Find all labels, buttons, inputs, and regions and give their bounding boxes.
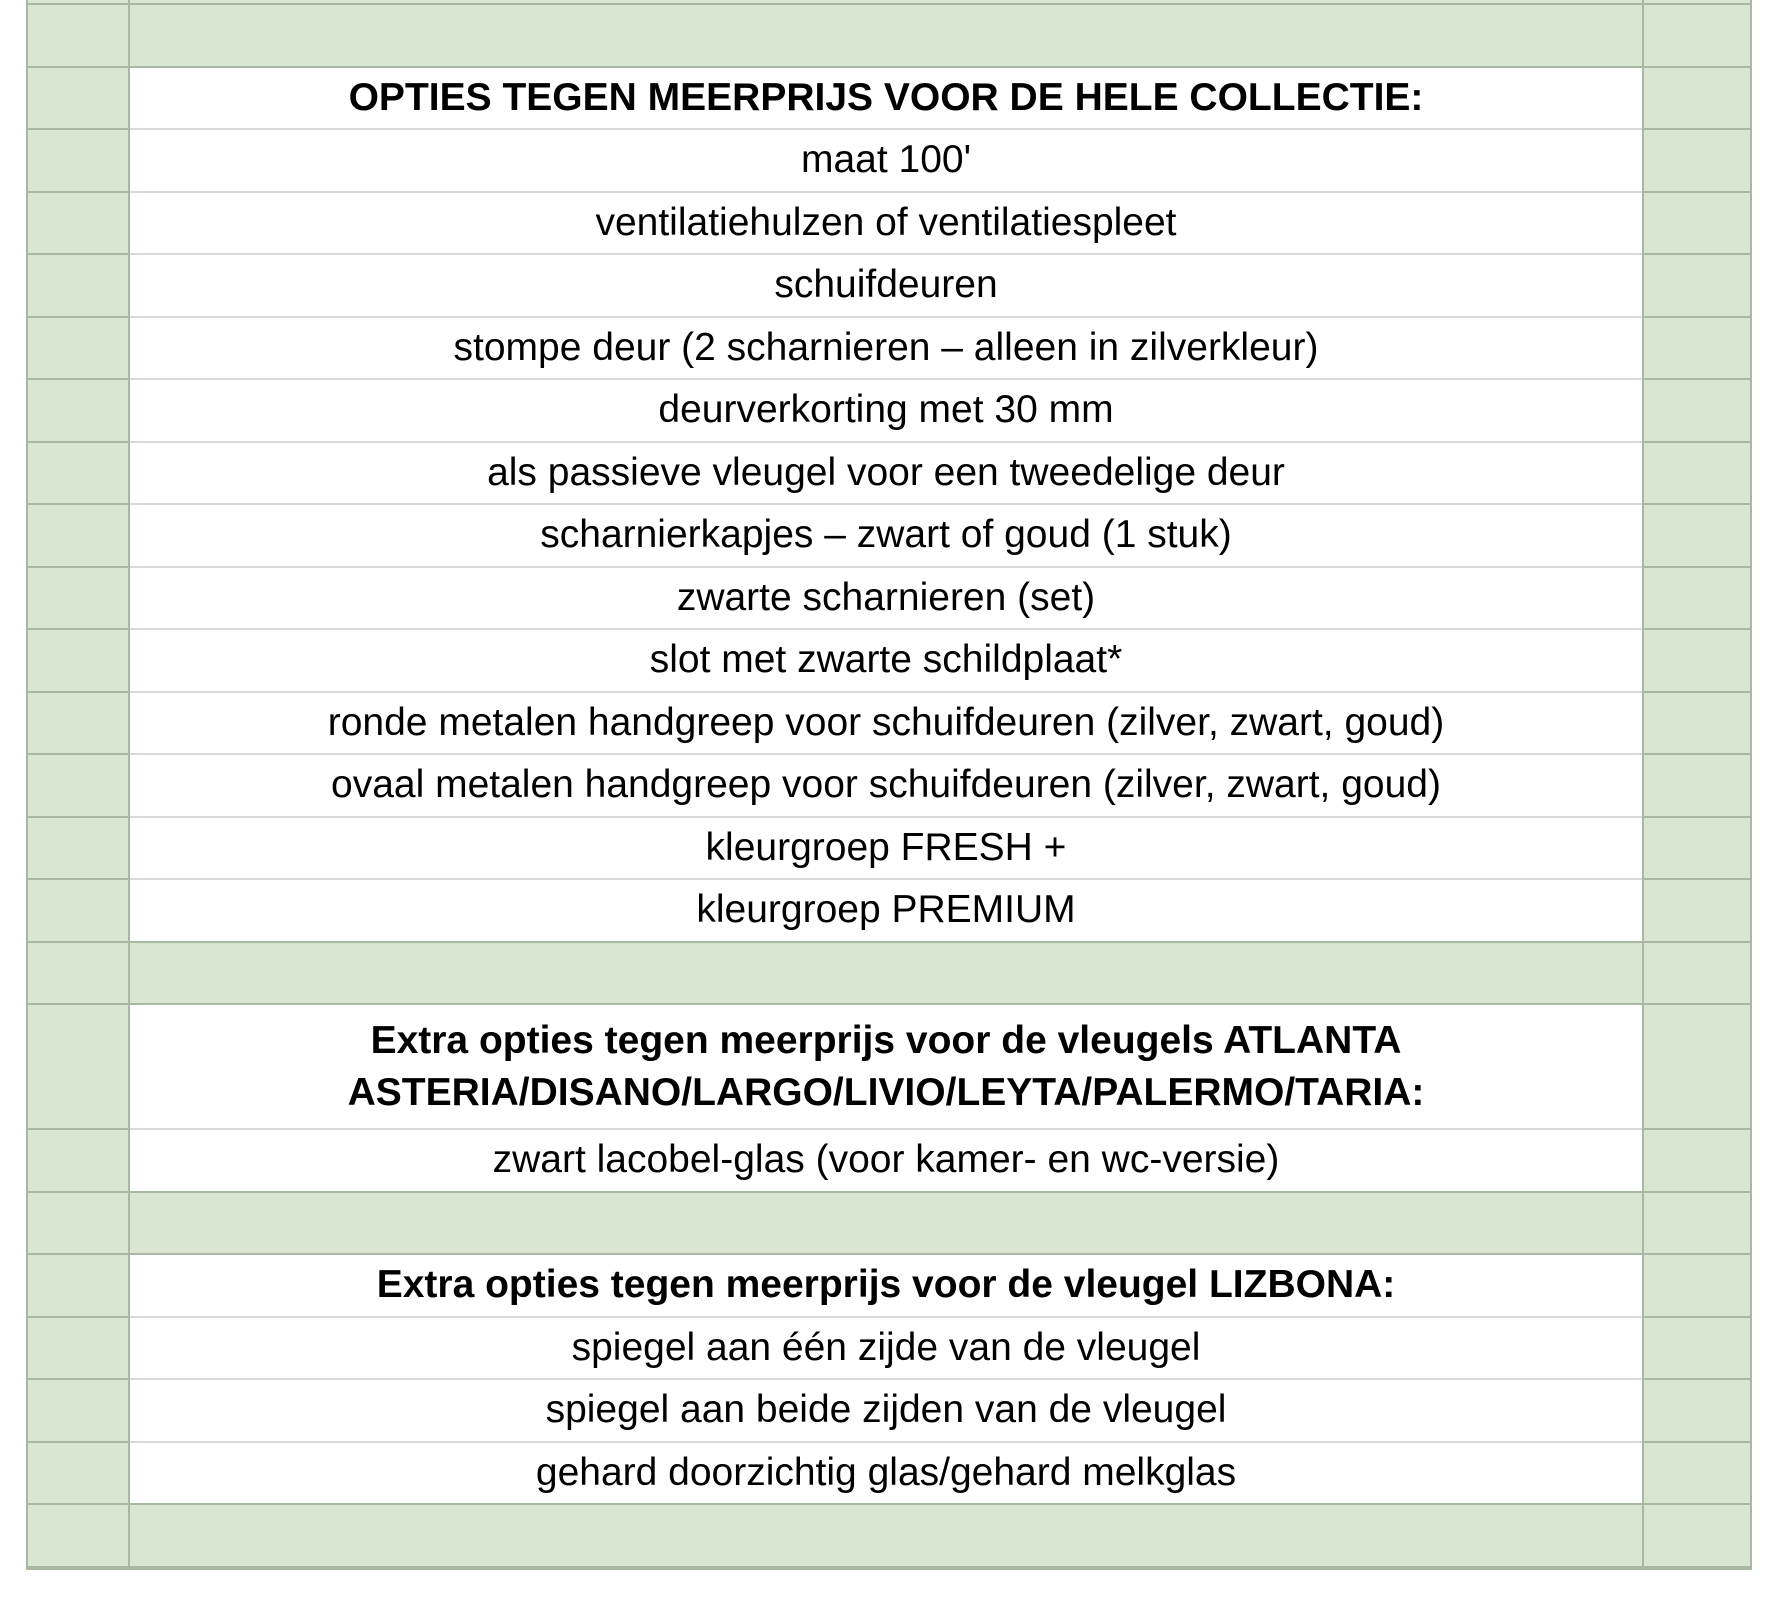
option-cell — [130, 130, 1642, 193]
option-cell — [130, 755, 1642, 818]
right-column-cell — [1642, 1193, 1752, 1256]
option-cell — [130, 1318, 1642, 1381]
left-column-cell — [28, 443, 130, 506]
table-row — [28, 1505, 1752, 1568]
right-column-cell — [1642, 1130, 1752, 1193]
left-column-cell — [28, 5, 130, 68]
option-cell — [130, 255, 1642, 318]
table-row — [28, 5, 1752, 68]
left-column-cell — [28, 1255, 130, 1318]
right-column-cell — [1642, 193, 1752, 256]
table-row — [28, 818, 1752, 881]
right-column-cell — [1642, 693, 1752, 756]
option-text: ventilatiehulzen of ventilatiespleet — [595, 200, 1177, 244]
table-row — [28, 1193, 1752, 1256]
right-column-cell — [1642, 755, 1752, 818]
right-column-cell — [1642, 568, 1752, 631]
table-row — [28, 755, 1752, 818]
table-row — [28, 1380, 1752, 1443]
section-header-text: OPTIES TEGEN MEERPRIJS VOOR DE HELE COLLECTIE: — [348, 75, 1424, 119]
left-column-cell — [28, 755, 130, 818]
left-column-cell — [28, 1505, 130, 1568]
table-row — [28, 443, 1752, 506]
option-cell — [130, 443, 1642, 506]
left-column-cell — [28, 130, 130, 193]
option-cell — [130, 1380, 1642, 1443]
table-row — [28, 568, 1752, 631]
table-row — [28, 130, 1752, 193]
right-column-cell — [1642, 1318, 1752, 1381]
left-column-cell — [28, 380, 130, 443]
spacer-cell — [130, 1193, 1642, 1256]
option-text: kleurgroep PREMIUM — [696, 888, 1076, 932]
right-column-cell — [1642, 68, 1752, 131]
table-row — [28, 693, 1752, 756]
right-column-cell — [1642, 818, 1752, 881]
option-text: ovaal metalen handgreep voor schuifdeuren (zilver, zwart, goud) — [331, 763, 1441, 807]
option-text: schuifdeuren — [774, 263, 998, 307]
option-cell — [130, 1005, 1642, 1130]
option-cell — [130, 880, 1642, 943]
left-column-cell — [28, 505, 130, 568]
right-column-cell — [1642, 505, 1752, 568]
left-column-cell — [28, 568, 130, 631]
table-row — [28, 943, 1752, 1006]
option-cell — [130, 693, 1642, 756]
option-cell — [130, 568, 1642, 631]
spacer-cell — [130, 5, 1642, 68]
spacer-cell — [130, 1505, 1642, 1568]
section-header-text: Extra opties tegen meerprijs voor de vleugel LIZBONA: — [376, 1263, 1396, 1307]
option-text: zwarte scharnieren (set) — [676, 575, 1096, 619]
left-column-cell — [28, 68, 130, 131]
option-text: scharnierkapjes – zwart of goud (1 stuk) — [540, 513, 1232, 557]
table-row — [28, 255, 1752, 318]
table-row — [28, 505, 1752, 568]
right-column-cell — [1642, 443, 1752, 506]
right-column-cell — [1642, 318, 1752, 381]
option-text: spiegel aan beide zijden van de vleugel — [545, 1388, 1227, 1432]
table-row — [28, 1005, 1752, 1130]
right-column-cell — [1642, 1505, 1752, 1568]
table-body — [28, 5, 1752, 1568]
option-cell — [130, 818, 1642, 881]
left-column-cell — [28, 880, 130, 943]
left-column-cell — [28, 1443, 130, 1506]
left-column-cell — [28, 318, 130, 381]
section-header-text: Extra opties tegen meerprijs voor de vleugels ATLANTA ASTERIA/DISANO/LARGO/LIVIO/LEYTA/PALERMO/TARIA: — [347, 1019, 1425, 1114]
left-column-cell — [28, 1005, 130, 1130]
options-table — [26, 0, 1752, 1570]
table-row — [28, 1443, 1752, 1506]
table-row — [28, 630, 1752, 693]
left-column-cell — [28, 255, 130, 318]
left-column-cell — [28, 943, 130, 1006]
right-column-cell — [1642, 130, 1752, 193]
option-cell — [130, 1443, 1642, 1506]
option-text: slot met zwarte schildplaat* — [649, 638, 1123, 682]
left-column-cell — [28, 818, 130, 881]
right-column-cell — [1642, 5, 1752, 68]
option-cell — [130, 630, 1642, 693]
table-row — [28, 193, 1752, 256]
option-text: maat 100' — [800, 138, 972, 182]
left-column-cell — [28, 1130, 130, 1193]
left-column-cell — [28, 630, 130, 693]
table-row — [28, 1318, 1752, 1381]
table-row — [28, 1130, 1752, 1193]
right-column-cell — [1642, 630, 1752, 693]
table-row — [28, 1255, 1752, 1318]
option-text: spiegel aan één zijde van de vleugel — [571, 1325, 1201, 1369]
right-column-cell — [1642, 255, 1752, 318]
left-column-cell — [28, 693, 130, 756]
table-row — [28, 318, 1752, 381]
option-cell — [130, 68, 1642, 131]
left-column-cell — [28, 1193, 130, 1256]
table-row — [28, 880, 1752, 943]
option-cell — [130, 505, 1642, 568]
option-cell — [130, 1255, 1642, 1318]
option-text: als passieve vleugel voor een tweedelige deur — [487, 450, 1285, 494]
left-column-cell — [28, 1380, 130, 1443]
option-cell — [130, 1130, 1642, 1193]
table-row — [28, 68, 1752, 131]
option-cell — [130, 380, 1642, 443]
right-column-cell — [1642, 1005, 1752, 1130]
right-column-cell — [1642, 943, 1752, 1006]
right-column-cell — [1642, 1255, 1752, 1318]
option-text: deurverkorting met 30 mm — [658, 388, 1114, 432]
option-text: ronde metalen handgreep voor schuifdeuren (zilver, zwart, goud) — [327, 700, 1445, 744]
left-column-cell — [28, 1318, 130, 1381]
option-cell — [130, 193, 1642, 256]
spacer-cell — [130, 943, 1642, 1006]
option-text: zwart lacobel-glas (voor kamer- en wc-versie) — [492, 1138, 1280, 1182]
option-text: stompe deur (2 scharnieren – alleen in zilverkleur) — [453, 325, 1319, 369]
right-column-cell — [1642, 880, 1752, 943]
right-column-cell — [1642, 1443, 1752, 1506]
right-column-cell — [1642, 380, 1752, 443]
right-column-cell — [1642, 1380, 1752, 1443]
option-text: kleurgroep FRESH + — [705, 825, 1067, 869]
option-text: gehard doorzichtig glas/gehard melkglas — [535, 1450, 1237, 1494]
left-column-cell — [28, 193, 130, 256]
table-row — [28, 380, 1752, 443]
option-cell — [130, 318, 1642, 381]
